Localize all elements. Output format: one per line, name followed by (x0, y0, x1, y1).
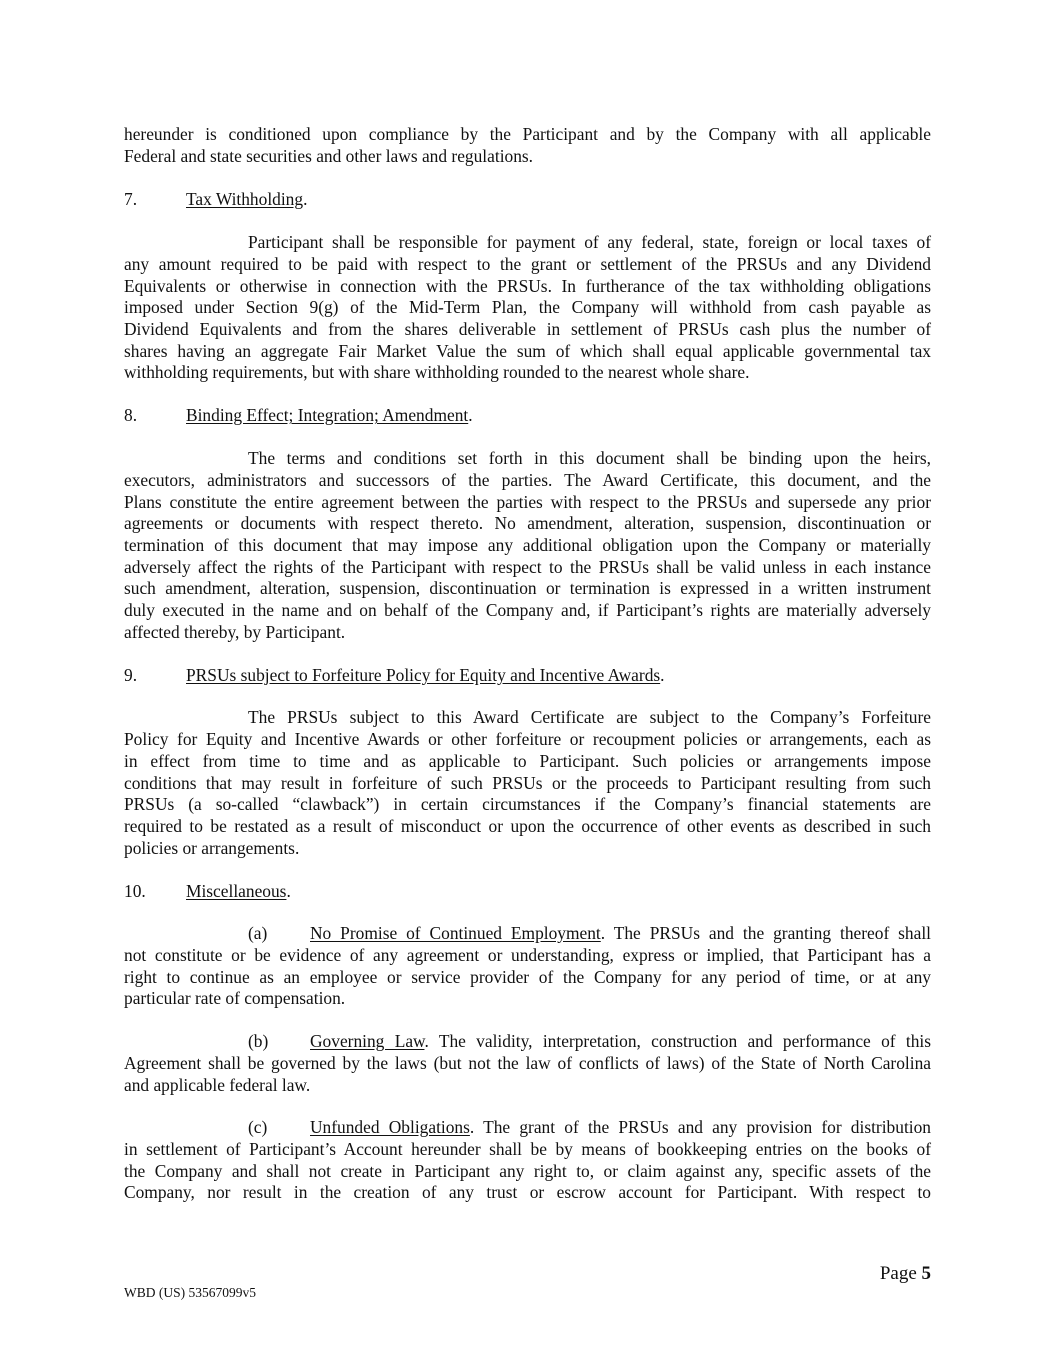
subsection-first-line (310, 1117, 931, 1139)
heading-period: . (286, 881, 291, 901)
paragraph-line: conditions that may result in forfeiture of such PRSUs or the proceeds to Participant resulting from such (124, 773, 931, 793)
section-heading-text: Miscellaneous (186, 881, 287, 901)
section-number: 7. (124, 189, 138, 209)
subsection-label: (b) (248, 1031, 269, 1051)
paragraph-line: The terms and conditions set forth in this document shall be binding upon the heirs, (248, 448, 931, 468)
section-heading (186, 665, 665, 687)
page-number (880, 1263, 931, 1285)
heading-period: . (660, 665, 665, 685)
paragraph-line: such amendment, alteration, suspension, discontinuation or termination is expressed in a written instrument (124, 578, 931, 598)
paragraph-line: Plans constitute the entire agreement between the parties with respect to the PRSUs and supersede any prior (124, 492, 931, 512)
paragraph-line: required to be restated as a result of misconduct or upon the occurrence of other events as described in such (124, 816, 931, 836)
subsection-heading: Unfunded Obligations (310, 1117, 470, 1137)
subsection-first-line-text: . The PRSUs and the granting thereof shall (600, 923, 932, 943)
paragraph-line: and applicable federal law. (124, 1075, 311, 1095)
paragraph-line: PRSUs (a so-called “clawback”) in certain circumstances if the Company’s financial statements are (124, 794, 931, 814)
subsection-first-line-text: . The validity, interpretation, construction and performance of this (424, 1031, 931, 1051)
paragraph-line: shares having an aggregate Fair Market Value the sum of which shall equal applicable governmental tax (124, 341, 931, 361)
heading-period: . (468, 405, 473, 425)
paragraph-line: affected thereby, by Participant. (124, 622, 346, 642)
paragraph-line: adversely affect the rights of the Participant with respect to the PRSUs shall be valid unless in each instance (124, 557, 931, 577)
section-number: 8. (124, 405, 138, 425)
subsection-label: (a) (248, 923, 268, 943)
section-heading (186, 881, 291, 903)
section-heading-text: Tax Withholding (186, 189, 304, 209)
paragraph-line: withholding requirements, but with share withholding rounded to the nearest whole share. (124, 362, 750, 382)
paragraph-line: particular rate of compensation. (124, 988, 346, 1008)
paragraph-line: The PRSUs subject to this Award Certificate are subject to the Company’s Forfeiture (248, 707, 931, 727)
subsection-first-line-text: . The grant of the PRSUs and any provision for distribution (469, 1117, 931, 1137)
subsection-heading: Governing Law (310, 1031, 425, 1051)
section-heading (186, 405, 473, 427)
paragraph-line: termination of this document that may impose any additional obligation upon the Company or materially (124, 535, 931, 555)
paragraph-line: Dividend Equivalents and from the shares deliverable in settlement of PRSUs cash plus the number of (124, 319, 931, 339)
paragraph-line: Agreement shall be governed by the laws (but not the law of conflicts of laws) of the State of North Carolina (124, 1053, 931, 1073)
paragraph-line: not constitute or be evidence of any agreement or understanding, express or implied, that Participant has a (124, 945, 931, 965)
document-id: WBD (US) 53567099v5 (124, 1285, 256, 1300)
paragraph-line: duly executed in the name and on behalf of the Company and, if Participant’s rights are materially adversely (124, 600, 931, 620)
paragraph-line: right to continue as an employee or service provider of the Company for any period of time, or at any (124, 967, 931, 987)
subsection-first-line (310, 923, 931, 945)
section-heading (186, 189, 307, 211)
subsection-label: (c) (248, 1117, 268, 1137)
paragraph-line: any amount required to be paid with respect to the grant or settlement of the PRSUs and any Dividend (124, 254, 931, 274)
paragraph-line: policies or arrangements. (124, 838, 300, 858)
section-heading-text: Binding Effect; Integration; Amendment (186, 405, 469, 425)
paragraph-line: Company, nor result in the creation of any trust or escrow account for Participant. With respect to (124, 1182, 931, 1202)
section-number: 10. (124, 881, 146, 901)
intro-line: Federal and state securities and other laws and regulations. (124, 146, 534, 166)
paragraph-line: in effect from time to time and as applicable to Participant. Such policies or arrangements impose (124, 751, 931, 771)
subsection-heading: No Promise of Continued Employment (310, 923, 601, 943)
subsection-first-line (310, 1031, 931, 1053)
intro-line: hereunder is conditioned upon compliance by the Participant and by the Company with all applicable (124, 124, 931, 144)
section-number: 9. (124, 665, 138, 685)
paragraph-line: Equivalents or otherwise in connection with the PRSUs. In furtherance of the tax withholding obligations (124, 276, 931, 296)
paragraph-line: the Company and shall not create in Participant any right to, or claim against any, specific assets of the (124, 1161, 931, 1181)
paragraph-line: Participant shall be responsible for payment of any federal, state, foreign or local taxes of (248, 232, 931, 252)
heading-period: . (303, 189, 308, 209)
page-label: Page (879, 1263, 917, 1284)
paragraph-line: agreements or documents with respect thereto. No amendment, alteration, suspension, discontinuation or (124, 513, 931, 533)
paragraph-line: in settlement of Participant’s Account hereunder shall be by means of bookkeeping entries on the books of (124, 1139, 931, 1159)
page-number-value: 5 (921, 1263, 931, 1284)
paragraph-line: imposed under Section 9(g) of the Mid-Term Plan, the Company will withhold from cash payable as (124, 297, 931, 317)
section-heading-text: PRSUs subject to Forfeiture Policy for Equity and Incentive Awards (186, 665, 661, 685)
paragraph-line: executors, administrators and successors of the parties. The Award Certificate, this document, and the (124, 470, 931, 490)
paragraph-line: Policy for Equity and Incentive Awards or other forfeiture or recoupment policies or arrangements, each as (124, 729, 931, 749)
